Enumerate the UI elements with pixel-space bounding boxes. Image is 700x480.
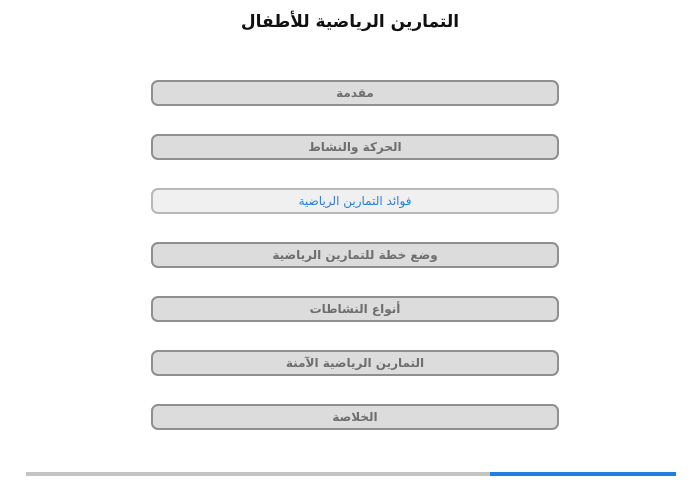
page-title: التمارين الرياضية للأطفال xyxy=(240,12,460,32)
progress-bar xyxy=(26,472,676,476)
chapter-menu xyxy=(151,80,559,458)
menu-item-exercise-plan[interactable]: وضع خطة للتمارين الرياضية xyxy=(151,242,559,268)
menu-item-summary[interactable]: الخلاصة xyxy=(151,404,559,430)
progress-bar-fill xyxy=(490,472,676,476)
menu-item-introduction[interactable]: مقدمة xyxy=(151,80,559,106)
menu-item-activity-types[interactable]: أنواع النشاطات xyxy=(151,296,559,322)
menu-item-movement-activity[interactable]: الحركة والنشاط xyxy=(151,134,559,160)
menu-item-exercise-benefits[interactable]: فوائد التمارين الرياضية xyxy=(151,188,559,214)
menu-item-safe-exercise[interactable]: التمارين الرياضية الآمنة xyxy=(151,350,559,376)
